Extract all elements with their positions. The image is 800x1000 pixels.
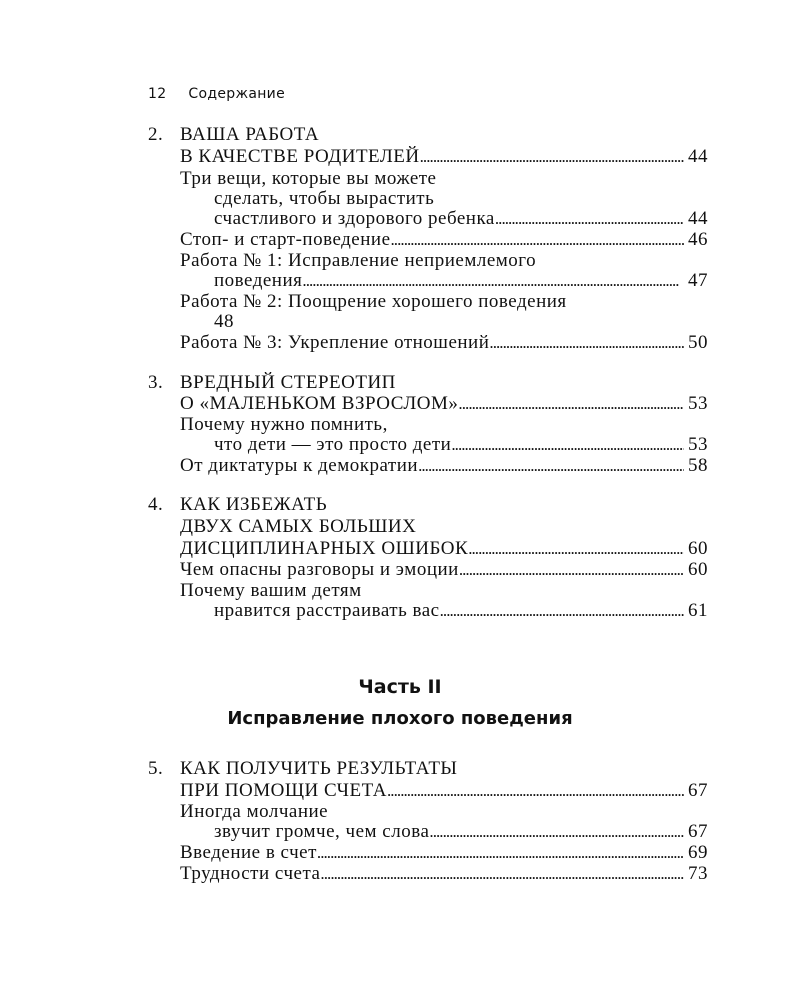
page-ref: 61 — [688, 600, 708, 621]
toc-entry-cont: звучит громче, чем слова . . . 67 — [214, 821, 708, 843]
page-ref: 60 — [688, 559, 708, 580]
page-number: 12 — [148, 86, 167, 102]
chapter-number: 3. — [148, 372, 164, 393]
chapter-title-line: ДИСЦИПЛИНАРНЫХ ОШИБОК . . . 60 — [148, 538, 708, 560]
part-title: Исправление плохого поведения — [227, 708, 573, 729]
toc-entry: Иногда молчание — [180, 801, 329, 822]
toc-entry-cont: нравится расстраивать вас . . . 61 — [214, 600, 708, 622]
toc-entry-cont: счастливого и здорового ребенка . . . 44 — [214, 208, 708, 230]
dot-leader — [391, 229, 685, 251]
page-ref: 53 — [688, 434, 708, 455]
dot-leader — [459, 559, 684, 581]
page-ref: 47 — [688, 270, 708, 291]
chapter-title-line: ДВУХ САМЫХ БОЛЬШИХ — [180, 516, 417, 537]
dot-leader — [489, 332, 684, 354]
dot-leader — [440, 600, 684, 622]
chapter-title-line: 4. КАК ИЗБЕЖАТЬ — [148, 494, 328, 515]
page-ref: 67 — [688, 821, 708, 842]
part-label: Часть II — [358, 676, 442, 698]
chapter-title-line: ПРИ ПОМОЩИ СЧЕТА . . . 67 — [148, 780, 708, 802]
dot-leader — [320, 863, 684, 885]
dot-leader — [458, 393, 684, 415]
chapter-number: 5. — [148, 758, 164, 779]
toc-entry: Почему нужно помнить, — [180, 414, 388, 435]
chapter-title-line: 3. ВРЕДНЫЙ СТЕРЕОТИП — [148, 372, 396, 393]
toc-entry: Три вещи, которые вы можете — [180, 168, 437, 189]
chapter-title-line: 2. ВАША РАБОТА — [148, 124, 320, 145]
page-ref: 60 — [688, 538, 708, 559]
page-ref: 53 — [688, 393, 708, 414]
dot-leader — [418, 455, 684, 477]
chapter-number: 2. — [148, 124, 164, 145]
dot-leader — [429, 821, 684, 843]
dot-leader — [387, 780, 684, 802]
running-head — [148, 86, 285, 102]
running-head-title: Содержание — [188, 86, 285, 102]
chapter-title-line: 5. КАК ПОЛУЧИТЬ РЕЗУЛЬТАТЫ — [148, 758, 458, 779]
toc-entry: Стоп- и старт-поведение . . . 46 — [180, 229, 708, 251]
page-ref: 44 — [688, 208, 708, 229]
chapter-number: 4. — [148, 494, 164, 515]
page-ref: 73 — [688, 863, 708, 884]
page-ref: 67 — [688, 780, 708, 801]
toc-entry: Чем опасны разговоры и эмоции . . . 60 — [180, 559, 708, 581]
toc-entry: Работа № 3: Укрепление отношений . . . 50 — [180, 332, 708, 354]
chapter-title-line: О «МАЛЕНЬКОМ ВЗРОСЛОМ» . . . 53 — [148, 393, 708, 415]
chapter-title-line: В КАЧЕСТВЕ РОДИТЕЛЕЙ . . . 44 — [148, 146, 708, 168]
toc-entry-cont: поведения . . . 47 — [214, 270, 708, 292]
dot-leader — [495, 208, 684, 230]
toc-entry-cont: сделать, чтобы вырастить — [214, 188, 435, 209]
page-ref: 48 — [214, 311, 234, 332]
toc-entry: Введение в счет . . . 69 — [180, 842, 708, 864]
page-ref: 46 — [688, 229, 708, 250]
dot-leader — [451, 434, 684, 456]
toc-entry-cont: что дети — это просто дети . . . 53 — [214, 434, 708, 456]
dot-leader — [420, 146, 684, 168]
page-ref: 58 — [688, 455, 708, 476]
toc-entry-cont — [214, 311, 708, 333]
page-ref: 44 — [688, 146, 708, 167]
dot-leader — [302, 270, 684, 292]
toc-entry: Почему вашим детям — [180, 580, 362, 601]
dot-leader — [468, 538, 684, 560]
toc-entry: Трудности счета . . . 73 — [180, 863, 708, 885]
toc-entry: Работа № 1: Исправление неприемлемого — [180, 250, 537, 271]
dot-leader — [317, 842, 684, 864]
page-ref: 50 — [688, 332, 708, 353]
toc-entry: От диктатуры к демократии . . . 58 — [180, 455, 708, 477]
page-ref: 69 — [688, 842, 708, 863]
toc-entry: Работа № 2: Поощрение хорошего поведения — [180, 291, 567, 312]
